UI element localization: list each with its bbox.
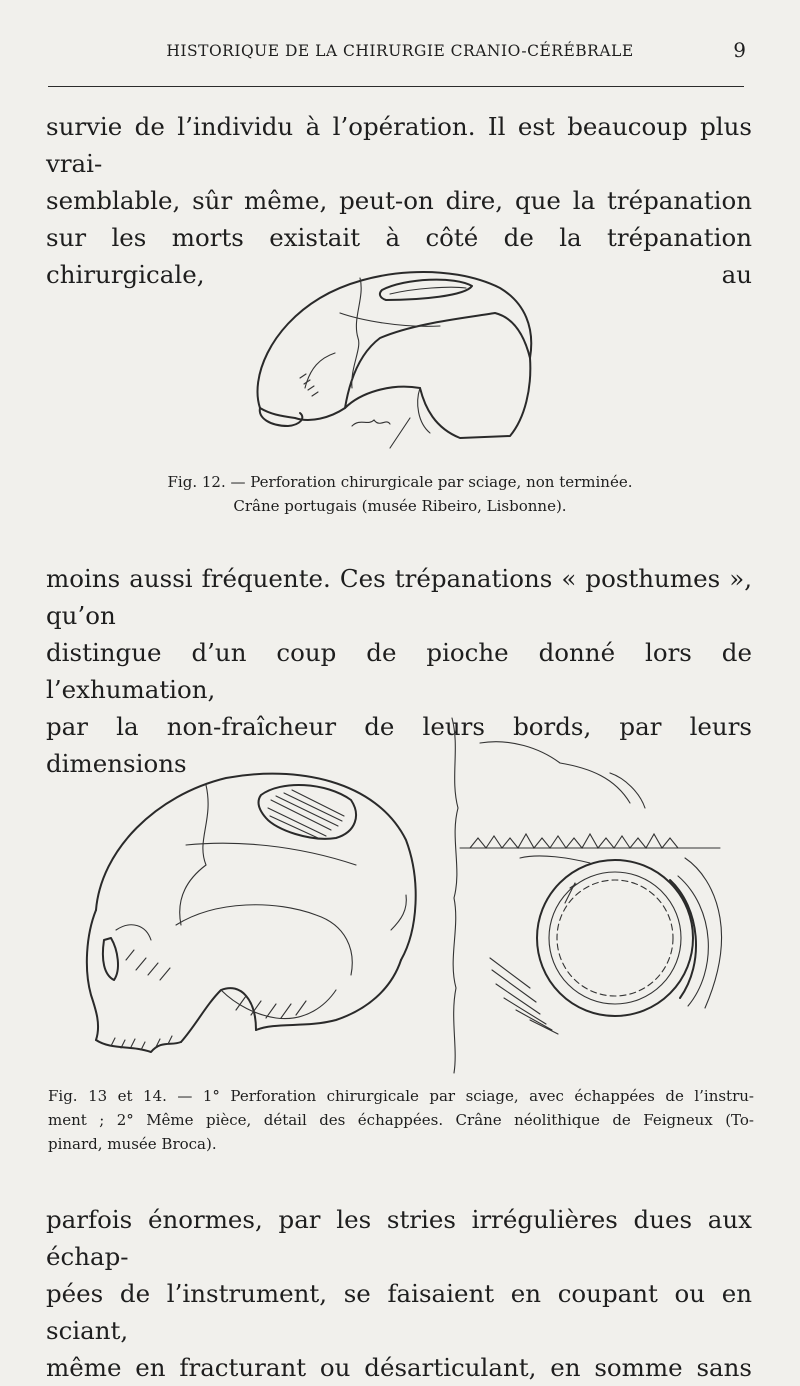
text-line: même en fracturant ou désarticulant, en somme sans — [46, 1353, 752, 1382]
running-head — [48, 38, 752, 68]
figure-13-skull-drawing — [56, 760, 426, 1070]
figure-13-14-caption — [48, 1084, 754, 1156]
caption-line: ment ; 2° Même pièce, détail des échappées. Crâne néolithique de Feigneux (To- — [48, 1111, 754, 1129]
page-number: 9 — [733, 38, 746, 62]
caption-line: Crâne portugais (musée Ribeiro, Lisbonne). — [233, 497, 567, 515]
text-line: moins aussi fréquente. Ces trépanations « posthumes », qu’on — [46, 564, 752, 630]
text-line: distingue d’un coup de pioche donné lors de l’exhumation, — [46, 638, 752, 704]
text-line: survie de l’individu à l’opération. Il est beaucoup plus vrai- — [46, 112, 752, 178]
figure-12-skull-drawing — [240, 258, 550, 458]
text-line: semblable, sûr même, peut-on dire, que la trépanation — [46, 186, 752, 215]
skull-13-illustration — [56, 760, 426, 1070]
caption-line: pinard, musée Broca). — [48, 1135, 217, 1153]
text-line: par la non-fraîcheur de leurs bords, par leurs dimensions — [46, 712, 752, 778]
text-line: parfois énormes, par les stries irrégulières dues aux échap- — [46, 1205, 752, 1271]
figure-14-detail-drawing — [430, 708, 760, 1078]
skull-12-illustration — [240, 258, 550, 458]
caption-line: Fig. 13 et 14. — 1° Perforation chirurgicale par sciage, avec échappées de l’instru- — [48, 1087, 754, 1105]
header-rule — [48, 86, 744, 87]
text-line: pées de l’instrument, se faisaient en coupant ou en sciant, — [46, 1279, 752, 1345]
saw-marks-detail-illustration — [430, 708, 760, 1078]
paragraph-3 — [46, 1201, 752, 1386]
figure-12-caption — [120, 470, 680, 518]
running-title: HISTORIQUE DE LA CHIRURGIE CRANIO-CÉRÉBRALE — [166, 42, 634, 60]
text-line: sur les morts existait à côté de la trépanation chirurgicale, au — [46, 223, 752, 289]
caption-line: Fig. 12. — Perforation chirurgicale par sciage, non terminée. — [167, 473, 633, 491]
